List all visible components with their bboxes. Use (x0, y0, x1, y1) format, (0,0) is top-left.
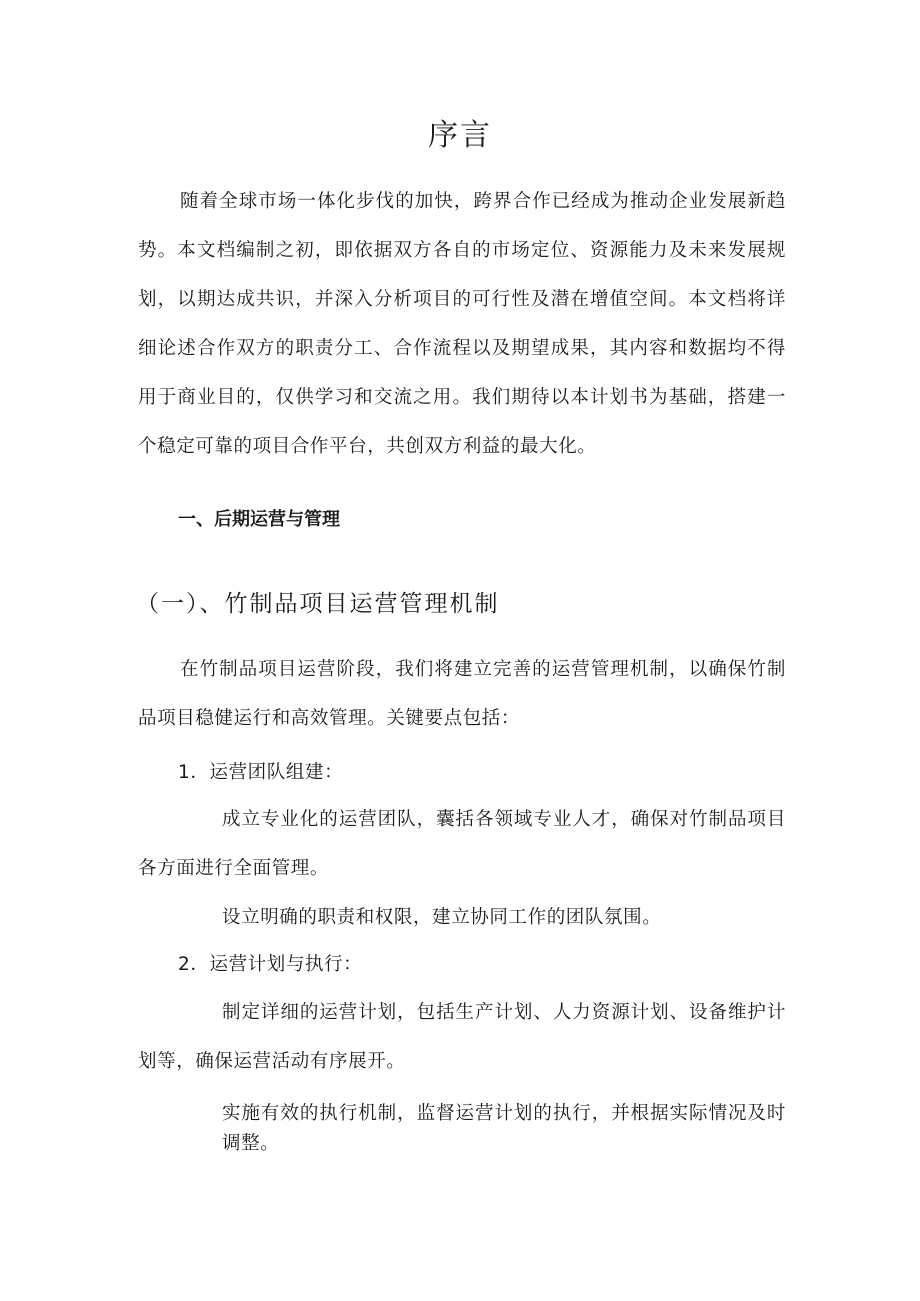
intro-paragraph: 在竹制品项目运营阶段，我们将建立完善的运营管理机制，以确保竹制品项目稳健运行和高效管理。关键要点包括： (138, 659, 786, 729)
item-label-1: 1．运营团队组建： (178, 762, 344, 783)
item-label-2: 2．运营计划与执行： (178, 954, 363, 975)
subsection-heading: （一）、竹制品项目运营管理机制 (136, 591, 500, 617)
item-2-point-1: 制定详细的运营计划，包括生产计划、人力资源计划、设备维护计划等，确保运营活动有序展开。 (138, 1002, 786, 1072)
item-2-point-2: 实施有效的执行机制，监督运营计划的执行，并根据实际情况及时调整。 (222, 1103, 786, 1154)
item-1-point-1: 成立专业化的运营团队，囊括各领域专业人才，确保对竹制品项目各方面进行全面管理。 (138, 809, 786, 879)
section-heading: 一、后期运营与管理 (178, 509, 340, 530)
page-title: 序言 (428, 118, 492, 153)
item-1-point-2: 设立明确的职责和权限，建立协同工作的团队氛围。 (222, 907, 662, 928)
preface-paragraph: 随着全球市场一体化步伐的加快，跨界合作已经成为推动企业发展新趋势。本文档编制之初，即依据双方各自的市场定位、资源能力及未来发展规划，以期达成共识，并深入分析项目的可行性及潜在增值空间。本文档将详细论述合作双方的职责分工、合作流程以及期望成果，其内容和数据均不得用于商业目的，仅供学习和交流之用。我们期待以本计划书为基础，搭建一个稳定可靠的项目合作平台，共创双方利益的最大化。 (138, 191, 786, 457)
